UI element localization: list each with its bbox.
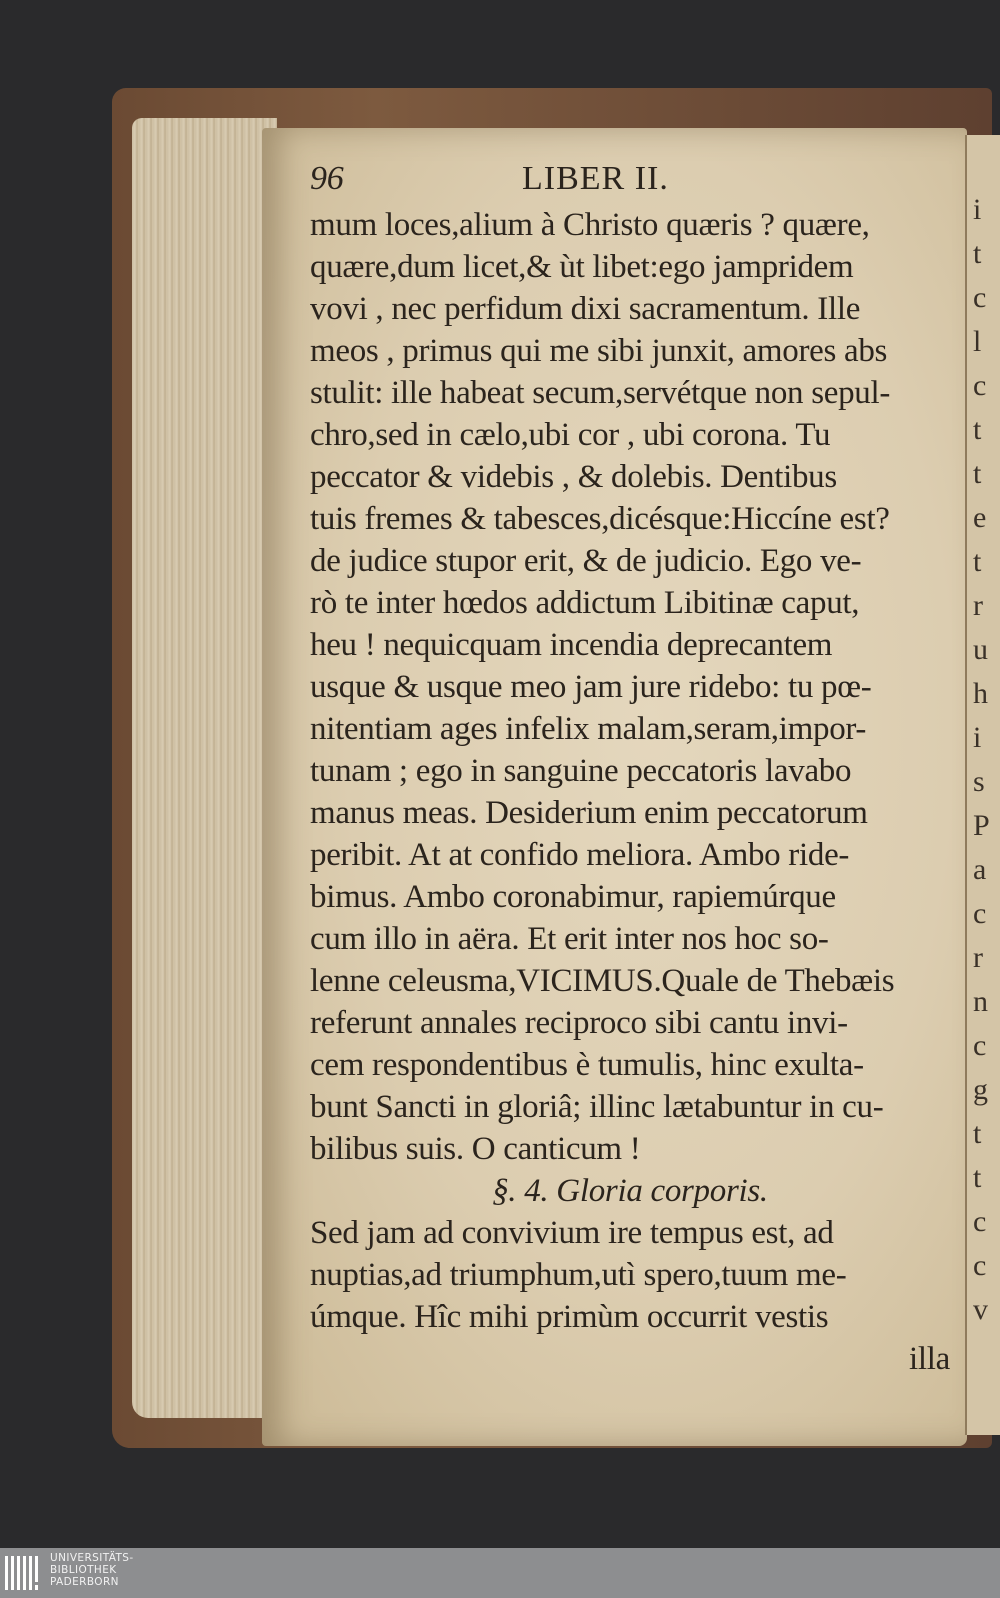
facing-page-fragment: t — [973, 1117, 982, 1150]
text-line: meos , primus qui me sibi junxit, amores abs — [310, 333, 888, 369]
text-line: Sed jam ad convivium ire tempus est, ad — [310, 1215, 834, 1251]
text-line: nuptias,ad triumphum,utì spero,tuum me- — [310, 1257, 847, 1293]
catchword: illa — [909, 1341, 950, 1377]
facing-page-fragment: l — [973, 325, 982, 358]
page-header — [310, 160, 950, 200]
facing-page-fragment: a — [973, 853, 987, 886]
facing-page-fragment: c — [973, 1249, 987, 1282]
text-line: quære,dum licet,& ùt libet:ego jampridem — [310, 249, 854, 285]
text-line: de judice stupor erit, & de judicio. Ego ve- — [310, 543, 862, 579]
facing-page-fragment: r — [973, 589, 983, 622]
facing-page-fragment: i — [973, 193, 982, 226]
facing-page-fragment: g — [973, 1073, 988, 1106]
text-line: úmque. Hîc mihi primùm occurrit vestis — [310, 1299, 829, 1335]
library-name — [50, 1552, 134, 1588]
facing-page-fragment: h — [973, 677, 988, 710]
text-line: lenne celeusma,VICIMUS.Quale de Thebæis — [310, 963, 895, 999]
facing-page-fragment: t — [973, 237, 982, 270]
text-line: nitentiam ages infelix malam,seram,impor- — [310, 711, 867, 747]
facing-page-fragment: c — [973, 1205, 987, 1238]
text-line: referunt annales reciproco sibi cantu invi- — [310, 1005, 848, 1041]
facing-page-fragment: v — [973, 1293, 988, 1326]
facing-page-fragment: r — [973, 941, 983, 974]
footer-bar — [0, 1548, 1000, 1598]
facing-page-fragment: s — [973, 765, 985, 798]
library-name-line-2: BIBLIOTHEK — [50, 1564, 117, 1576]
text-line: cem respondentibus è tumulis, hinc exulta- — [310, 1047, 864, 1083]
text-line: bilibus suis. O canticum ! — [310, 1131, 641, 1167]
facing-page-fragment: e — [973, 501, 987, 534]
text-line: manus meas. Desiderium enim peccatorum — [310, 795, 868, 831]
text-line: rò te inter hœdos addictum Libitinæ caput, — [310, 585, 860, 621]
text-line: chro,sed in cælo,ubi cor , ubi corona. Tu — [310, 417, 831, 453]
facing-page-fragment: c — [973, 897, 987, 930]
facing-page-fragment: t — [973, 1161, 982, 1194]
facing-page-fragment: c — [973, 281, 987, 314]
text-line: vovi , nec perfidum dixi sacramentum. Ille — [310, 291, 861, 327]
text-line: mum loces,alium à Christo quæris ? quære, — [310, 207, 870, 243]
facing-page-fragment: c — [973, 1029, 987, 1062]
text-line: tunam ; ego in sanguine peccatoris lavabo — [310, 753, 852, 789]
facing-page-fragment: i — [973, 721, 982, 754]
text-line: peribit. At at confido meliora. Ambo ride- — [310, 837, 850, 873]
text-line: bimus. Ambo coronabimur, rapiemúrque — [310, 879, 836, 915]
library-name-line-1: UNIVERSITÄTS- — [50, 1552, 134, 1564]
text-line: usque & usque meo jam jure ridebo: tu pœ- — [310, 669, 872, 705]
facing-page-edge — [965, 135, 1000, 1435]
page-text — [310, 160, 950, 1380]
facing-page-fragment: t — [973, 413, 982, 446]
library-name-line-3: PADERBORN — [50, 1576, 119, 1588]
section-heading: §. 4. Gloria corporis. — [492, 1173, 768, 1209]
page-number: 96 — [310, 160, 344, 197]
page-edges — [132, 118, 277, 1418]
facing-page-fragment: u — [973, 633, 988, 666]
text-line: tuis fremes & tabesces,dicésque:Hiccíne est? — [310, 501, 890, 537]
facing-page-fragment: P — [973, 809, 990, 842]
text-lines — [310, 204, 950, 1170]
facing-page-fragment: n — [973, 985, 988, 1018]
library-logo-icon — [4, 1554, 44, 1592]
facing-page-fragment: c — [973, 369, 987, 402]
text-line: heu ! nequicquam incendia deprecantem — [310, 627, 833, 663]
text-line: stulit: ille habeat secum,servétque non sepul- — [310, 375, 891, 411]
text-line: bunt Sancti in gloriâ; illinc lætabuntur in cu- — [310, 1089, 884, 1125]
text-line: peccator & videbis , & dolebis. Dentibus — [310, 459, 837, 495]
text-line: cum illo in aëra. Et erit inter nos hoc so- — [310, 921, 829, 957]
facing-page-fragment: t — [973, 457, 982, 490]
text-lines-after — [310, 1212, 950, 1338]
running-head: LIBER II. — [522, 160, 669, 197]
facing-page-fragment: t — [973, 545, 982, 578]
